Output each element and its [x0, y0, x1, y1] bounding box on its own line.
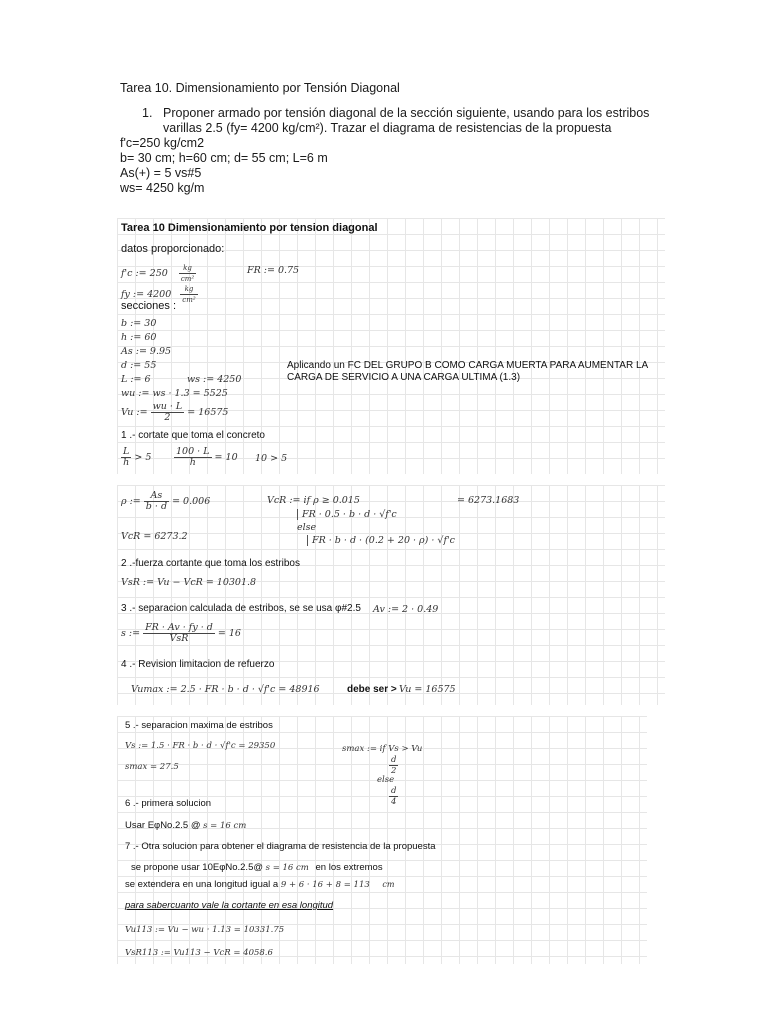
- c2-right: = 10: [214, 452, 238, 463]
- smax-d1-fraction: [389, 755, 398, 776]
- worksheet-panel-2: [117, 485, 665, 705]
- rho-den: b · d: [145, 501, 168, 512]
- fc-unit-num: kg: [179, 263, 196, 274]
- d-definition: d := 55: [121, 360, 157, 371]
- c1-fraction: [121, 447, 131, 468]
- usar-line: [125, 820, 246, 831]
- vu113-definition: Vu113 := Vu − wu · 1.13 = 10331.75: [125, 925, 285, 935]
- vcr-branch-a: FR · 0.5 · b · d · √f'c: [297, 509, 397, 520]
- note-line2: CARGA DE SERVICIO A UNA CARGA ULTIMA (1.3): [287, 372, 521, 383]
- h-definition: h := 60: [121, 332, 157, 343]
- s-fraction: [143, 623, 215, 644]
- smax-else: else: [377, 775, 395, 785]
- check-100L-over-h: [174, 447, 238, 468]
- given-fc: f'c=250 kg/cm2: [120, 136, 205, 150]
- smax-branch-b: [389, 786, 398, 807]
- fy-unit: [180, 284, 197, 305]
- propone-text: se propone usar 10EφNo.2.5@: [131, 862, 263, 873]
- worksheet-panel-3: [117, 716, 647, 964]
- fc-unit: [179, 263, 196, 284]
- s-right: = 16: [217, 628, 241, 639]
- av-definition: Av := 2 · 0.49: [373, 604, 439, 615]
- vcr-branch-b: FR · b · d · (0.2 + 20 · ρ) · √f'c: [307, 535, 455, 546]
- vs-definition: Vs := 1.5 · FR · b · d · √f'c = 29350: [125, 741, 276, 751]
- vu-right: = 16575: [187, 407, 229, 418]
- smax-d2-den: 4: [391, 797, 397, 807]
- smax-d1-den: 2: [391, 766, 397, 776]
- c1-num: L: [123, 446, 130, 457]
- propone-spacing: s = 16 cm: [265, 863, 309, 873]
- c2-den: h: [189, 457, 196, 468]
- vsr113-definition: VsR113 := Vu113 − VcR = 4058.6: [125, 948, 273, 958]
- given-dims: b= 30 cm; h=60 cm; d= 55 cm; L=6 m: [120, 151, 328, 165]
- vu-comparison: Vu = 16575: [399, 684, 456, 695]
- propone-end: en los extremos: [315, 862, 383, 873]
- fy-unit-num: kg: [180, 284, 197, 295]
- fc-expr: f'c := 250: [121, 268, 168, 279]
- L-definition: L := 6: [121, 374, 151, 385]
- note-line1: Aplicando un FC DEL GRUPO B COMO CARGA MUERTA PARA AUMENTAR LA: [287, 360, 649, 371]
- wu-definition: wu := ws · 1.3 = 5525: [121, 388, 228, 399]
- item-text-line1: Proponer armado por tensión diagonal de la sección siguiente, usando para los estribos: [163, 106, 650, 120]
- usar-spacing: s = 16 cm: [203, 821, 247, 831]
- section-4-heading: 4 .- Revision limitacion de refuerzo: [121, 659, 275, 670]
- extendera-line: [125, 879, 395, 890]
- rho-definition: [121, 491, 210, 512]
- vu-fraction: [151, 402, 185, 423]
- c1-right: > 5: [134, 452, 152, 463]
- rho-num: As: [144, 491, 169, 502]
- s-den: VsR: [169, 633, 189, 644]
- section-3-heading: 3 .- separacion calculada de estribos, se se usa φ#2.5: [121, 603, 361, 614]
- fy-expr: fy := 4200: [121, 289, 172, 300]
- check-10-gt-5: 10 > 5: [255, 453, 288, 464]
- vcr-value: = 6273.1683: [457, 495, 520, 506]
- section-6-heading: 6 .- primera solucion: [125, 798, 212, 809]
- s-left: s :=: [121, 628, 141, 639]
- b-definition: b := 30: [121, 318, 157, 329]
- c1-den: h: [123, 457, 130, 468]
- vu-left: Vu :=: [121, 407, 148, 418]
- smax-d2-fraction: [389, 786, 398, 807]
- fc-definition: [121, 263, 196, 284]
- vcr-result: VcR = 6273.2: [121, 531, 188, 542]
- item-number: 1.: [142, 106, 153, 120]
- para-heading: para sabercuanto vale la cortante en esa longitud: [125, 900, 334, 911]
- section-5-heading: 5 .- separacion maxima de estribos: [125, 720, 273, 731]
- rho-right: = 0.006: [172, 496, 211, 507]
- datos-label: datos proporcionado:: [121, 243, 225, 255]
- worksheet-panel-1: [117, 218, 665, 474]
- vcr-if: VcR := if ρ ≥ 0.015: [267, 495, 360, 506]
- rho-fraction: [144, 491, 169, 512]
- vu-num: wu · L: [152, 401, 183, 412]
- item-text-line2: varillas 2.5 (fy= 4200 kg/cm²). Trazar el diagrama de resistencias de la propuesta: [163, 121, 612, 135]
- fr-definition: FR := 0.75: [247, 265, 300, 276]
- check-L-over-h: [121, 447, 151, 468]
- s-definition: [121, 623, 241, 644]
- as-definition: As := 9.95: [121, 346, 172, 357]
- vumax-definition: Vumax := 2.5 · FR · b · d · √f'c = 48916: [131, 684, 320, 695]
- debe-ser-label: debe ser >: [347, 684, 397, 695]
- extendera-calc: 9 + 6 · 16 + 8 = 113: [280, 880, 370, 890]
- vu-den: 2: [164, 412, 171, 423]
- section-1-heading: 1 .- cortate que toma el concreto: [121, 430, 265, 441]
- rho-left: ρ :=: [121, 496, 141, 507]
- section-2-heading: 2 .-fuerza cortante que toma los estribos: [121, 558, 300, 569]
- vcr-else: else: [297, 522, 317, 533]
- smax-result: smax = 27.5: [125, 762, 179, 772]
- given-as: As(+) = 5 vs#5: [120, 166, 202, 180]
- c2-num: 100 · L: [176, 446, 210, 457]
- smax-if: smax := if Vs > Vu: [342, 744, 423, 754]
- propone-line: [131, 862, 383, 873]
- worksheet-title: Tarea 10 Dimensionamiento por tension diagonal: [121, 222, 378, 234]
- smax-d2-num: d: [391, 786, 397, 796]
- fc-unit-den: cm²: [180, 275, 195, 283]
- c2-fraction: [174, 447, 212, 468]
- extendera-unit: cm: [382, 880, 395, 889]
- s-num: FR · Av · fy · d: [145, 622, 213, 633]
- smax-branch-a: [389, 755, 398, 776]
- assignment-title: Tarea 10. Dimensionamiento por Tensión Diagonal: [120, 81, 400, 95]
- secciones-label: secciones :: [121, 300, 177, 312]
- section-7-heading: 7 .- Otra solucion para obtener el diagrama de resistencia de la propuesta: [125, 841, 436, 852]
- usar-text: Usar EφNo.2.5 @: [125, 820, 201, 831]
- fy-unit-den: cm²: [182, 296, 196, 304]
- vu-definition: [121, 402, 228, 423]
- extendera-text: se extendera en una longitud igual a: [125, 879, 279, 890]
- given-ws: ws= 4250 kg/m: [120, 181, 205, 195]
- ws-definition: ws := 4250: [187, 374, 242, 385]
- smax-d1-num: d: [391, 755, 397, 765]
- vsr-definition: VsR := Vu − VcR = 10301.8: [121, 577, 257, 588]
